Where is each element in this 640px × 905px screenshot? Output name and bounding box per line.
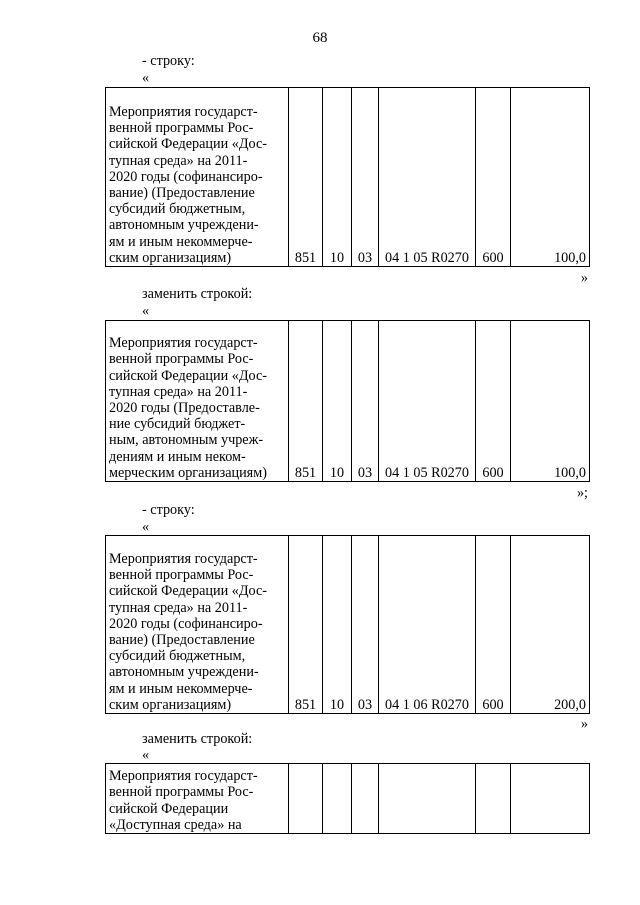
- description-cell: Мероприятия государст- венной программы Рос- сийской Федерации «Дос- тупная среда» на 2011- 2020 годы (софинансиро- вание) (Предоставление субсидий бюджетным, автономным учреждени- ям и иным некоммерче- ским организациям): [106, 536, 289, 714]
- ministry-code-cell: 851: [289, 536, 323, 714]
- target-article-cell: 04 1 05 R0270: [379, 321, 476, 482]
- opening-quote: «: [142, 519, 150, 535]
- target-article-cell: [379, 764, 476, 834]
- expense-type-cell: 600: [476, 321, 511, 482]
- opening-quote: «: [142, 70, 150, 86]
- section-code-cell: 10: [323, 321, 352, 482]
- section-code-cell: 10: [323, 88, 352, 267]
- expense-type-cell: 600: [476, 88, 511, 267]
- section-intro: заменить строкой:: [142, 731, 253, 747]
- subsection-code-cell: 03: [352, 88, 379, 267]
- target-article-cell: 04 1 05 R0270: [379, 88, 476, 267]
- closing-quote: »: [580, 270, 588, 286]
- amount-cell: [511, 764, 590, 834]
- target-article-cell: 04 1 06 R0270: [379, 536, 476, 714]
- description-cell: Мероприятия государст- венной программы Рос- сийской Федерации «Дос- тупная среда» на 2011- 2020 годы (софинансиро- вание) (Предоставление субсидий бюджетным, автономным учреждени- ям и иным некоммерче- ским организациям): [106, 88, 289, 267]
- budget-row-table: [105, 320, 590, 482]
- section-intro: заменить строкой:: [142, 286, 253, 302]
- opening-quote: «: [142, 747, 150, 763]
- closing-quote: »: [580, 716, 588, 732]
- expense-type-cell: [476, 764, 511, 834]
- subsection-code-cell: 03: [352, 536, 379, 714]
- ministry-code-cell: [289, 764, 323, 834]
- amount-cell: 100,0: [511, 88, 590, 267]
- expense-type-cell: 600: [476, 536, 511, 714]
- description-cell: Мероприятия государст- венной программы Рос- сийской Федерации «Дос- тупная среда» на 2011- 2020 годы (Предоставле- ние субсидий бюджет- ным, автономным учреж- дениям и иным неком- мерческим организациям): [106, 321, 289, 482]
- section-intro: - строку:: [142, 502, 195, 518]
- amount-cell: 100,0: [511, 321, 590, 482]
- opening-quote: «: [142, 303, 150, 319]
- budget-row-table: [105, 535, 590, 714]
- subsection-code-cell: 03: [352, 321, 379, 482]
- ministry-code-cell: 851: [289, 88, 323, 267]
- budget-row-table: [105, 87, 590, 267]
- budget-row-table: [105, 763, 590, 834]
- amount-cell: 200,0: [511, 536, 590, 714]
- page-number: 68: [312, 30, 328, 46]
- description-cell: Мероприятия государст- венной программы Рос- сийской Федерации «Доступная среда» на: [106, 764, 289, 834]
- section-intro: - строку:: [142, 53, 195, 69]
- section-code-cell: [323, 764, 352, 834]
- section-code-cell: 10: [323, 536, 352, 714]
- closing-quote: »;: [576, 485, 588, 501]
- subsection-code-cell: [352, 764, 379, 834]
- ministry-code-cell: 851: [289, 321, 323, 482]
